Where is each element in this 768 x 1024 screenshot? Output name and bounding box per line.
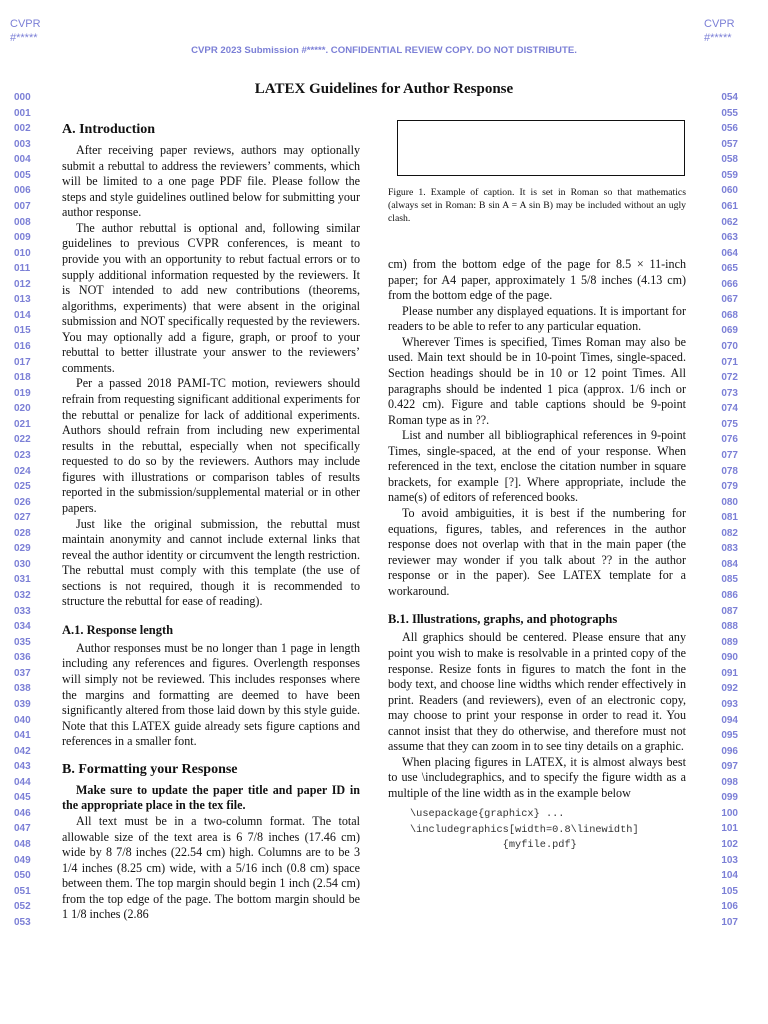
line-number: 103 xyxy=(721,854,738,866)
line-number: 100 xyxy=(721,807,738,819)
line-number: 060 xyxy=(721,185,738,197)
line-number: 086 xyxy=(721,590,738,601)
figure-placeholder-box xyxy=(397,120,685,176)
line-number: 018 xyxy=(14,372,31,384)
line-number: 028 xyxy=(14,527,31,539)
paper-title: LATEX Guidelines for Author Response xyxy=(254,81,514,97)
confidential-banner: CVPR 2023 Submission #*****. CONFIDENTIAL REVIEW COPY. DO NOT DISTRIBUTE. xyxy=(191,45,577,56)
line-number: 089 xyxy=(721,636,738,648)
paragraph: Just like the original submission, the rebuttal must maintain anonymity and cannot include external links that reveal the author identity or circumvent the length restriction. The rebuttal must comply with this template (the use of sections is not required, though it is recommended to structure the rebuttal for ease of reading). xyxy=(62,516,360,609)
line-number: 027 xyxy=(14,512,31,524)
line-number: 017 xyxy=(14,356,31,368)
line-number: 039 xyxy=(14,698,31,710)
line-number: 104 xyxy=(721,870,738,882)
line-number: 030 xyxy=(14,558,31,570)
line-number: 032 xyxy=(14,590,31,601)
line-number: 044 xyxy=(14,776,31,788)
line-number: 024 xyxy=(14,465,31,477)
line-numbers-left xyxy=(14,90,54,930)
line-number: 069 xyxy=(721,325,738,337)
line-number: 106 xyxy=(721,901,738,913)
line-number: 005 xyxy=(14,169,31,181)
line-number: 065 xyxy=(721,263,738,275)
line-number: 061 xyxy=(721,200,738,212)
code-listing: \usepackage{graphicx} ... \includegraphics[width=0.8\linewidth] {myfile.pdf} xyxy=(410,808,639,852)
line-number: 082 xyxy=(721,527,738,539)
line-number: 055 xyxy=(721,107,738,119)
line-number: 077 xyxy=(721,449,738,461)
line-number: 049 xyxy=(14,854,31,866)
line-number: 012 xyxy=(14,278,31,290)
line-numbers-right xyxy=(716,90,738,930)
header-venue-left xyxy=(10,17,41,45)
line-number: 080 xyxy=(721,496,738,508)
paragraph: To avoid ambiguities, it is best if the numbering for equations, figures, tables, and references in the author response does not overlap with that in the main paper (the reviewer may wonder if you talk about ?? in the author response or in the paper). See LATEX template for a workaround. xyxy=(388,506,686,598)
line-number: 096 xyxy=(721,745,738,757)
submission-id: #***** xyxy=(10,32,38,44)
line-number: 095 xyxy=(721,730,738,742)
subsection-heading: B.1. Illustrations, graphs, and photographs xyxy=(388,612,618,627)
line-number: 066 xyxy=(721,278,738,290)
line-number: 014 xyxy=(14,309,31,321)
line-number: 042 xyxy=(14,745,31,757)
line-number: 025 xyxy=(14,481,31,493)
line-number: 090 xyxy=(721,652,738,664)
line-number: 050 xyxy=(14,870,31,882)
line-number: 029 xyxy=(14,543,31,555)
line-number: 083 xyxy=(721,543,738,555)
venue-label: CVPR xyxy=(704,18,735,30)
line-number: 013 xyxy=(14,294,31,306)
line-number: 091 xyxy=(721,667,738,679)
paragraph: Wherever Times is specified, Times Roman may also be used. Main text should be in 10-point Times, single-spaced. Section headings should be in 10 or 12 point Times. All paragraphs should be indented 1 pica (approx. 1/6 inch or 0.422 cm). Figure and table captions should be 9-point Roman type as in ??. xyxy=(388,334,686,427)
paragraph: When placing figures in LATEX, it is almost always best to use \includegraphics, and to specify the figure width as a multiple of the line width as in the example below xyxy=(388,754,686,800)
line-number: 019 xyxy=(14,387,31,399)
line-number: 009 xyxy=(14,232,31,244)
line-number: 064 xyxy=(721,247,738,259)
line-number: 105 xyxy=(721,885,738,897)
line-number: 038 xyxy=(14,683,31,695)
line-number: 085 xyxy=(721,574,738,586)
line-number: 057 xyxy=(721,138,738,150)
line-number: 026 xyxy=(14,496,31,508)
line-number: 051 xyxy=(14,885,31,897)
line-number: 070 xyxy=(721,341,738,352)
line-number: 079 xyxy=(721,481,738,493)
line-number: 081 xyxy=(721,512,738,524)
line-number: 022 xyxy=(14,434,31,446)
line-number: 094 xyxy=(721,714,738,726)
left-column xyxy=(62,119,360,923)
line-number: 040 xyxy=(14,714,31,726)
venue-label: CVPR xyxy=(10,18,41,30)
paragraph: Author responses must be no longer than 1 page in length including any references and figures. Overlength responses will simply not be reviewed. This includes responses where the margins and formatting are deemed to have been significantly altered from those laid down by this style guide. Note that this LATEX guide already sets figure captions and references in a smaller font. xyxy=(62,640,360,749)
line-number: 054 xyxy=(721,92,738,103)
paragraph: The author rebuttal is optional and, following similar guidelines to previous CVPR conferences, is meant to provide you with an opportunity to rebut factual errors or to supply additional information requested by the reviewers. It is NOT intended to add new contributions (theorems, algorithms, experiments) that were absent in the original submission and NOT specifically requested by the reviewers. You may optionally add a figure, graph, or proof to your rebuttal to better illustrate your answer to the reviewers’ comments. xyxy=(62,220,360,375)
line-number: 045 xyxy=(14,792,31,804)
line-number: 071 xyxy=(721,356,738,368)
line-number: 001 xyxy=(14,107,31,119)
line-number: 046 xyxy=(14,807,31,819)
line-number: 073 xyxy=(721,387,738,399)
line-number: 047 xyxy=(14,823,31,835)
line-number: 067 xyxy=(721,294,738,306)
line-number: 053 xyxy=(14,916,31,928)
submission-id: #***** xyxy=(704,32,732,44)
line-number: 074 xyxy=(721,403,738,415)
line-number: 003 xyxy=(14,138,31,150)
line-number: 043 xyxy=(14,761,31,773)
line-number: 035 xyxy=(14,636,31,648)
line-number: 068 xyxy=(721,309,738,321)
line-number: 075 xyxy=(721,418,738,430)
line-number: 062 xyxy=(721,216,738,228)
line-number: 101 xyxy=(721,823,738,835)
line-number: 058 xyxy=(721,154,738,166)
line-number: 072 xyxy=(721,372,738,384)
line-number: 052 xyxy=(14,901,31,913)
subsection-heading: A.1. Response length xyxy=(62,622,174,637)
paragraph-bold: Make sure to update the paper title and paper ID in the appropriate place in the tex file. xyxy=(62,782,360,813)
line-number: 015 xyxy=(14,325,31,337)
line-number: 023 xyxy=(14,449,31,461)
line-number: 037 xyxy=(14,667,31,679)
line-number: 000 xyxy=(14,92,31,103)
line-number: 048 xyxy=(14,839,31,850)
paragraph: List and number all bibliographical references in 9-point Times, single-spaced, at the end of your response. When referenced in the text, enclose the citation number in square brackets, for example [?]. Where appropriate, include the name(s) of editors of referenced books. xyxy=(388,428,686,505)
paragraph: cm) from the bottom edge of the page for 8.5 × 11-inch paper; for A4 paper, approximately 1 5/8 inches (4.13 cm) from the bottom edge of the page. xyxy=(388,257,686,303)
line-number: 056 xyxy=(721,123,738,135)
paragraph: All graphics should be centered. Please ensure that any point you wish to make is resolvable in a printed copy of the response. Resize fonts in figures to match the font in the body text, and choose line widths which render effectively in print. Readers (and reviewers), even of an electronic copy, may choose to print your response in order to read it. You cannot insist that they do otherwise, and therefore must not assume that they can zoom in to see tiny details on a graphic. xyxy=(388,630,686,754)
line-number: 088 xyxy=(721,621,738,633)
paragraph: Please number any displayed equations. It is important for readers to be able to refer to any particular equation. xyxy=(388,303,686,334)
line-number: 033 xyxy=(14,605,31,617)
line-number: 010 xyxy=(14,247,31,259)
line-number: 004 xyxy=(14,154,31,166)
line-number: 059 xyxy=(721,169,738,181)
line-number: 107 xyxy=(721,916,738,928)
line-number: 063 xyxy=(721,232,738,244)
paragraph: All text must be in a two-column format. The total allowable size of the text area is 6 7/8 inches (17.46 cm) wide by 8 7/8 inches (22.54 cm) high. Columns are to be 3 1/4 inches (8.25 cm) wide, with a 5/16 inch (0.8 cm) space between them. The top margin should begin 1 inch (2.54 cm) from the top edge of the page. The bottom margin should be 1 1/8 inches (2.86 xyxy=(62,813,360,922)
line-number: 041 xyxy=(14,730,31,742)
line-number: 087 xyxy=(721,605,738,617)
line-number: 093 xyxy=(721,698,738,710)
line-number: 084 xyxy=(721,558,738,570)
figure-caption: Figure 1. Example of caption. It is set in Roman so that mathematics (always set in Roman: B sin A = A sin B) may be included without an ugly clash. xyxy=(388,187,686,224)
right-column xyxy=(388,257,686,802)
line-number: 092 xyxy=(721,683,738,695)
line-number: 008 xyxy=(14,216,31,228)
line-number: 102 xyxy=(721,839,738,850)
line-number: 021 xyxy=(14,418,31,430)
line-number: 097 xyxy=(721,761,738,773)
line-number: 011 xyxy=(14,263,31,275)
line-number: 016 xyxy=(14,341,31,352)
line-number: 006 xyxy=(14,185,31,197)
line-number: 076 xyxy=(721,434,738,446)
line-number: 020 xyxy=(14,403,31,415)
section-heading: B. Formatting your Response xyxy=(62,761,238,777)
paragraph: Per a passed 2018 PAMI-TC motion, reviewers should refrain from requesting significant additional experiments for the rebuttal or penalize for lack of additional experiments. Authors should refrain from including new experimental results in the rebuttal, especially when not specifically requested to do so by the reviewers. Authors may include figures with illustrations or comparison tables of results reported in the submission/supplemental material or in other papers. xyxy=(62,376,360,515)
line-number: 036 xyxy=(14,652,31,664)
paragraph: After receiving paper reviews, authors may optionally submit a rebuttal to address the reviewers’ comments, which will be limited to a one page PDF file. Please follow the steps and style guidelines outlined below for submitting your author response. xyxy=(62,143,360,220)
line-number: 002 xyxy=(14,123,31,135)
line-number: 098 xyxy=(721,776,738,788)
line-number: 099 xyxy=(721,792,738,804)
line-number: 034 xyxy=(14,621,31,633)
section-heading: A. Introduction xyxy=(62,122,156,137)
line-number: 007 xyxy=(14,200,31,212)
header-venue-right xyxy=(704,17,735,45)
line-number: 031 xyxy=(14,574,31,586)
line-number: 078 xyxy=(721,465,738,477)
